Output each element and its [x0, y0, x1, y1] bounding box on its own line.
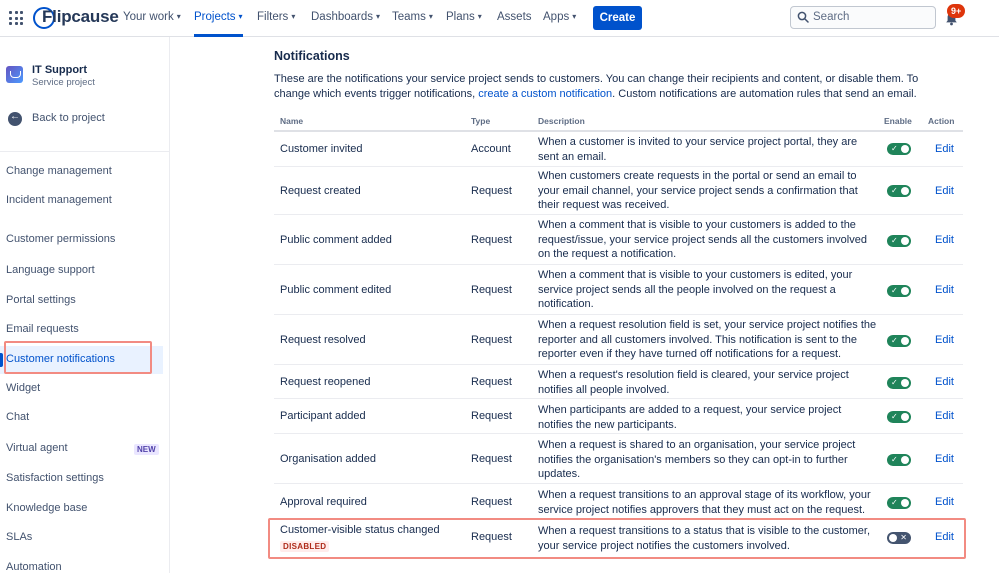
row-name: Request created [280, 185, 361, 197]
row-name: Organisation added [280, 453, 377, 465]
notification-count-badge: 9+ [947, 4, 965, 18]
nav-teams[interactable]: Teams ▾ [392, 11, 433, 23]
table-row [274, 399, 963, 434]
sidebar-item-knowledge-base[interactable]: Knowledge base [6, 502, 88, 514]
edit-link[interactable]: Edit [935, 234, 954, 246]
row-type: Request [471, 334, 512, 346]
close-icon: ✕ [900, 533, 907, 542]
search-input[interactable] [790, 6, 936, 29]
sidebar-item-change-management[interactable]: Change management [6, 165, 112, 177]
top-navigation [0, 0, 999, 37]
enable-toggle[interactable] [887, 335, 911, 347]
edit-link[interactable]: Edit [935, 376, 954, 388]
chevron-down-icon: ▾ [291, 12, 296, 21]
sidebar-item-customer-permissions[interactable]: Customer permissions [6, 233, 116, 245]
search-placeholder: Search [813, 11, 850, 23]
enable-toggle[interactable] [887, 143, 911, 155]
enable-toggle[interactable] [887, 285, 911, 297]
sidebar-item-widget[interactable]: Widget [6, 382, 41, 394]
edit-link[interactable]: Edit [935, 143, 954, 155]
sidebar-item-virtual-agent[interactable]: Virtual agent [6, 442, 68, 454]
sidebar-item-language-support[interactable]: Language support [6, 264, 95, 276]
new-badge: NEW [134, 444, 159, 455]
project-avatar-icon [6, 66, 23, 83]
create-button[interactable]: Create [593, 6, 642, 30]
nav-your-work[interactable]: Your work ▾ [123, 11, 181, 23]
sidebar-item-automation[interactable]: Automation [6, 561, 62, 573]
check-icon: ✓ [891, 186, 898, 195]
row-type: Account [471, 143, 511, 155]
selected-item-indicator [0, 353, 3, 367]
sidebar-item-chat[interactable]: Chat [6, 411, 30, 423]
table-row [274, 167, 963, 215]
column-header-description: Description [538, 116, 585, 126]
page-title: Notifications [274, 49, 350, 63]
app-switcher-icon[interactable] [9, 11, 23, 25]
enable-toggle[interactable] [887, 411, 911, 423]
row-name: Public comment edited [280, 284, 392, 296]
check-icon: ✓ [891, 378, 898, 387]
row-description: When a customer is invited to your service project portal, they are sent an email. [538, 136, 858, 163]
row-description: When a request is shared to an organisation, your service project notifies the organisation's members so they can opt-in to further updates. [538, 439, 856, 480]
row-name: Participant added [280, 410, 366, 422]
edit-link[interactable]: Edit [935, 531, 954, 543]
sidebar-divider [0, 151, 169, 152]
nav-filters[interactable]: Filters ▾ [257, 11, 296, 23]
edit-link[interactable]: Edit [935, 185, 954, 197]
row-description: When a comment that is visible to your customers is edited, your service project sends all the people involved on the request a notification. [538, 269, 853, 310]
arrow-left-icon [8, 112, 22, 126]
row-description: When a comment that is visible to your customers is added to the request/issue, your service project sends all the customers involved on the request a notification. [538, 219, 867, 260]
row-name: Customer-visible status changed [280, 524, 440, 536]
chevron-down-icon: ▾ [428, 12, 433, 21]
row-description: When a request's resolution field is cleared, your service project notifies all people involved. [538, 369, 849, 396]
row-description: When a request transitions to an approval stage of its workflow, your service project notifies approvers that they must act on the request. [538, 489, 871, 516]
create-custom-notification-link[interactable]: create a custom notification [478, 88, 613, 100]
nav-assets[interactable]: Assets [497, 11, 532, 23]
brand-name: Flipcause [42, 7, 119, 26]
enable-toggle[interactable] [887, 235, 911, 247]
row-name: Request reopened [280, 376, 371, 388]
sidebar-item-incident-management[interactable]: Incident management [6, 194, 112, 206]
check-icon: ✓ [891, 498, 898, 507]
project-type: Service project [32, 77, 95, 88]
check-icon: ✓ [891, 336, 898, 345]
table-row [274, 132, 963, 167]
nav-projects[interactable]: Projects ▾ [194, 0, 243, 36]
sidebar-item-satisfaction-settings[interactable]: Satisfaction settings [6, 472, 104, 484]
sidebar-item-portal-settings[interactable]: Portal settings [6, 294, 76, 306]
edit-link[interactable]: Edit [935, 496, 954, 508]
page-intro: These are the notifications your service project sends to customers. You can change their recipients and content, or disable them. To change which events trigger notifications, create a custom notification. Custom notifications are automation rules that send an email. [274, 73, 919, 100]
check-icon: ✓ [891, 286, 898, 295]
highlight-row-customer-visible-status-changed [268, 518, 966, 559]
back-to-project-label: Back to project [32, 112, 105, 124]
row-name: Approval required [280, 496, 367, 508]
row-type: Request [471, 284, 512, 296]
row-name: Customer invited [280, 143, 363, 155]
sidebar-item-slas[interactable]: SLAs [6, 531, 33, 543]
edit-link[interactable]: Edit [935, 334, 954, 346]
check-icon: ✓ [891, 455, 898, 464]
check-icon: ✓ [891, 236, 898, 245]
row-type: Request [471, 531, 512, 543]
chevron-down-icon: ▾ [376, 12, 381, 21]
row-description: When participants are added to a request, your service project notifies the new participants. [538, 404, 842, 431]
nav-plans[interactable]: Plans ▾ [446, 11, 482, 23]
row-type: Request [471, 410, 512, 422]
row-type: Request [471, 453, 512, 465]
enable-toggle[interactable] [887, 185, 911, 197]
edit-link[interactable]: Edit [935, 284, 954, 296]
table-row [274, 215, 963, 265]
row-type: Request [471, 185, 512, 197]
row-description: When customers create requests in the portal or send an email to your email channel, your service project sends a confirmation that their request was received. [538, 170, 858, 211]
disabled-lozenge: DISABLED [280, 541, 329, 552]
table-row [274, 434, 963, 484]
table-row [274, 365, 963, 399]
highlight-sidebar-customer-notifications [4, 341, 152, 374]
nav-dashboards[interactable]: Dashboards ▾ [311, 11, 381, 23]
sidebar-item-customer-notifications[interactable]: Customer notifications [6, 353, 115, 365]
check-icon: ✓ [891, 412, 898, 421]
table-row [274, 265, 963, 315]
column-header-type: Type [471, 116, 491, 126]
enable-toggle[interactable] [887, 377, 911, 389]
enable-toggle[interactable] [887, 454, 911, 466]
sidebar-item-email-requests[interactable]: Email requests [6, 323, 79, 335]
row-type: Request [471, 376, 512, 388]
row-type: Request [471, 234, 512, 246]
column-header-name: Name [280, 116, 304, 126]
row-description: When a request resolution field is set, your service project notifies the reporter and all customers involved. This notification is sent to the reporter even if they have turned off notifications for a request. [538, 319, 877, 360]
row-description: When a request transitions to a status that is visible to the customer, your service project notifies the customers involved. [538, 525, 870, 552]
table-row [274, 484, 963, 520]
nav-apps[interactable]: Apps ▾ [543, 11, 577, 23]
check-icon: ✓ [891, 144, 898, 153]
edit-link[interactable]: Edit [935, 410, 954, 422]
chevron-down-icon: ▾ [477, 12, 482, 21]
column-header-enable: Enable [884, 116, 912, 126]
chevron-down-icon: ▾ [572, 12, 577, 21]
edit-link[interactable]: Edit [935, 453, 954, 465]
column-header-action: Action [928, 116, 955, 126]
search-icon [797, 11, 809, 23]
row-type: Request [471, 496, 512, 508]
table-row [274, 315, 963, 365]
project-sidebar [0, 37, 170, 573]
row-name: Request resolved [280, 334, 366, 346]
enable-toggle[interactable] [887, 497, 911, 509]
chevron-down-icon: ▾ [238, 12, 243, 21]
project-name[interactable]: IT Support [32, 64, 87, 76]
back-to-project-link[interactable] [8, 112, 158, 126]
chevron-down-icon: ▾ [176, 12, 181, 21]
row-name: Public comment added [280, 234, 392, 246]
